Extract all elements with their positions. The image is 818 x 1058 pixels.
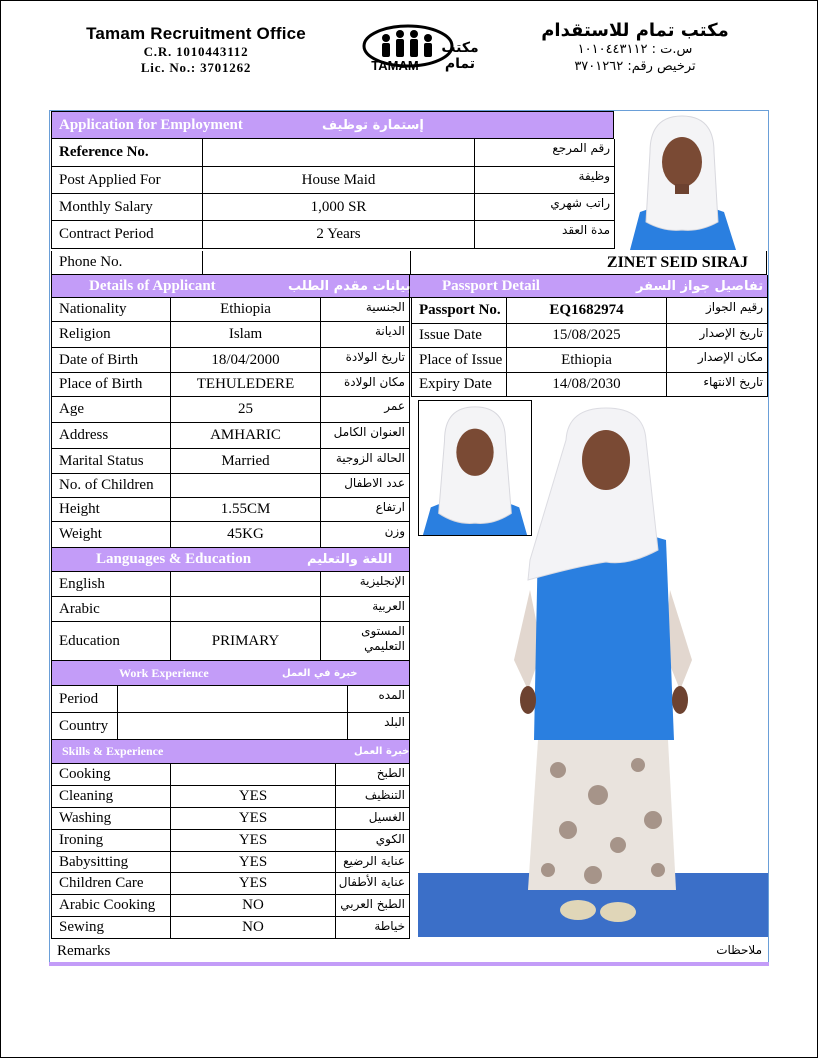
license-number-en: Lic. No.: 3701262 xyxy=(140,60,252,75)
remarks-label-ar: ملاحظات xyxy=(716,943,762,957)
passport-row-value: EQ1682974 xyxy=(507,298,667,324)
details-row-label-ar: العنوان الكامل xyxy=(321,423,410,449)
skills-row-label-en: Cooking xyxy=(51,764,171,786)
passport-title-band xyxy=(410,275,768,298)
skills-title-ar: خبرة العمل xyxy=(354,746,410,757)
passport-title-en: Passport Detail xyxy=(442,277,540,294)
details-row-label-ar: عدد الاطفال xyxy=(321,474,410,498)
application-row-label-ar: وظيفة xyxy=(475,167,615,194)
languages-row-label-en: Education xyxy=(51,622,171,661)
details-row-label-en: Religion xyxy=(51,322,171,348)
application-row-label-en: Reference No. xyxy=(51,139,203,167)
passport-row-value: 15/08/2025 xyxy=(507,324,667,348)
skills-row-value xyxy=(171,764,336,786)
skills-row-label-ar: الكوي xyxy=(336,830,410,852)
skills-row-label-en: Arabic Cooking xyxy=(51,895,171,917)
skills-row-label-ar: خياطة xyxy=(336,917,410,939)
details-row-value xyxy=(171,474,321,498)
details-row-label-en: Age xyxy=(51,397,171,423)
skills-row-label-en: Children Care xyxy=(51,873,171,895)
details-row-label-ar: عمر xyxy=(321,397,410,423)
details-row-label-ar: الجنسية xyxy=(321,298,410,322)
skills-row-label-en: Babysitting xyxy=(51,852,171,873)
passport-row-label-en: Place of Issue xyxy=(411,348,507,373)
work-row-label-ar: البلد xyxy=(348,713,410,740)
details-title-en: Details of Applicant xyxy=(89,277,216,294)
passport-row-label-ar: تاريخ الانتهاء xyxy=(667,373,768,397)
languages-title-band xyxy=(51,548,410,572)
skills-row-label-ar: عناية الرضيع xyxy=(336,852,410,873)
logo-text-ar: مكتب تمام xyxy=(441,40,479,72)
details-row-value: 1.55CM xyxy=(171,498,321,522)
application-row-label-ar: رقم المرجع xyxy=(475,139,615,167)
details-row-value: AMHARIC xyxy=(171,423,321,449)
remarks-label-en: Remarks xyxy=(57,942,111,959)
application-row-value: House Maid xyxy=(203,167,475,194)
details-row-value: Ethiopia xyxy=(171,298,321,322)
work-row-label-ar: المده xyxy=(348,686,410,713)
skills-row-value: NO xyxy=(171,917,336,939)
languages-row-label-ar: العربية xyxy=(321,597,410,622)
work-row-label-en: Period xyxy=(51,686,118,713)
phone-value xyxy=(203,251,411,275)
skills-row-value: YES xyxy=(171,808,336,830)
work-title-band xyxy=(51,661,410,686)
details-row-value: 45KG xyxy=(171,522,321,548)
passport-row-label-ar: مكان الإصدار xyxy=(667,348,768,373)
details-row-label-en: Weight xyxy=(51,522,171,548)
skills-row-label-en: Cleaning xyxy=(51,786,171,808)
skills-row-value: NO xyxy=(171,895,336,917)
skills-row-label-en: Ironing xyxy=(51,830,171,852)
passport-row-label-en: Passport No. xyxy=(411,298,507,324)
passport-row-label-en: Issue Date xyxy=(411,324,507,348)
details-row-label-en: Marital Status xyxy=(51,449,171,474)
work-title-en: Work Experience xyxy=(119,665,209,680)
passport-row-value: Ethiopia xyxy=(507,348,667,373)
skills-row-value: YES xyxy=(171,873,336,895)
languages-row-value xyxy=(171,597,321,622)
details-row-value: 18/04/2000 xyxy=(171,348,321,373)
applicant-name: ZINET SEID SIRAJ xyxy=(411,251,767,275)
skills-title-en: Skills & Experience xyxy=(62,744,164,758)
skills-row-label-ar: الطبخ العربي xyxy=(336,895,410,917)
details-row-value: 25 xyxy=(171,397,321,423)
skills-row-label-ar: الغسيل xyxy=(336,808,410,830)
languages-row-value: PRIMARY xyxy=(171,622,321,661)
languages-row-label-en: Arabic xyxy=(51,597,171,622)
languages-title-en: Languages & Education xyxy=(96,551,252,567)
skills-row-value: YES xyxy=(171,852,336,873)
skills-row-label-ar: الطبخ xyxy=(336,764,410,786)
details-row-label-en: Place of Birth xyxy=(51,373,171,397)
details-row-label-ar: تاريخ الولادة xyxy=(321,348,410,373)
application-row-label-ar: راتب شهري xyxy=(475,194,615,221)
languages-row-label-en: English xyxy=(51,572,171,597)
remarks-underline xyxy=(49,962,769,966)
company-name-en: Tamam Recruitment Office xyxy=(86,24,306,43)
company-header-ar xyxy=(520,20,750,75)
details-row-label-en: Date of Birth xyxy=(51,348,171,373)
details-row-value: Islam xyxy=(171,322,321,348)
skills-row-value: YES xyxy=(171,830,336,852)
skills-row-label-en: Sewing xyxy=(51,917,171,939)
phone-label: Phone No. xyxy=(51,251,203,275)
languages-row-value xyxy=(171,572,321,597)
languages-title-ar: اللغة والتعليم xyxy=(307,552,393,567)
application-row-value: 2 Years xyxy=(203,221,475,249)
cr-number-en: C.R. 1010443112 xyxy=(143,44,249,59)
skills-title-band xyxy=(51,740,410,764)
company-header-en xyxy=(86,24,306,76)
passport-row-value: 14/08/2030 xyxy=(507,373,667,397)
details-row-label-ar: ارتفاع xyxy=(321,498,410,522)
applicant-full-body-photo xyxy=(418,400,768,937)
skills-row-label-ar: عناية الأطفال xyxy=(336,873,410,895)
passport-row-label-en: Expiry Date xyxy=(411,373,507,397)
work-row-value xyxy=(118,713,348,740)
work-row-value xyxy=(118,686,348,713)
application-row-label-en: Monthly Salary xyxy=(51,194,203,221)
application-row-value: 1,000 SR xyxy=(203,194,475,221)
passport-row-label-ar: تاريخ الإصدار xyxy=(667,324,768,348)
details-row-value: TEHULEDERE xyxy=(171,373,321,397)
application-row-label-en: Contract Period xyxy=(51,221,203,249)
passport-row-label-ar: رقيم الجواز xyxy=(667,298,768,324)
license-number-ar: ترخيص رقم: ٣٧٠١٢٦٢ xyxy=(574,59,696,74)
work-row-label-en: Country xyxy=(51,713,118,740)
skills-row-label-ar: التنظيف xyxy=(336,786,410,808)
passport-title-ar: تفاصيل جواز السفر xyxy=(636,278,764,294)
details-title-ar: بيانات مقدم الطلب xyxy=(288,278,411,294)
application-row-value xyxy=(203,139,475,167)
details-row-label-en: Height xyxy=(51,498,171,522)
details-row-label-ar: مكان الولادة xyxy=(321,373,410,397)
details-title-band xyxy=(51,275,410,298)
details-row-label-en: Nationality xyxy=(51,298,171,322)
application-title-en: Application for Employment xyxy=(59,116,243,133)
skills-row-value: YES xyxy=(171,786,336,808)
application-row-label-en: Post Applied For xyxy=(51,167,203,194)
languages-row-label-ar: المستوى التعليمي xyxy=(321,622,410,661)
details-row-value: Married xyxy=(171,449,321,474)
details-row-label-ar: وزن xyxy=(321,522,410,548)
cr-number-ar: س.ت : ١٠١٠٤٤٣١١٢ xyxy=(577,42,693,57)
work-title-ar: خبرة في العمل xyxy=(282,667,358,679)
application-title-band xyxy=(51,111,614,139)
languages-row-label-ar: الإنجليزية xyxy=(321,572,410,597)
details-row-label-ar: الحالة الزوجية xyxy=(321,449,410,474)
company-name-ar: مكتب تمام للاستقدام xyxy=(541,20,729,41)
application-row-label-ar: مدة العقد xyxy=(475,221,615,249)
application-title-ar: إستمارة توظيف xyxy=(322,117,424,133)
details-row-label-en: Address xyxy=(51,423,171,449)
logo-text-en: TAMAM xyxy=(371,58,419,73)
skills-row-label-en: Washing xyxy=(51,808,171,830)
details-row-label-ar: الديانة xyxy=(321,322,410,348)
applicant-portrait-photo xyxy=(620,112,744,250)
details-row-label-en: No. of Children xyxy=(51,474,171,498)
